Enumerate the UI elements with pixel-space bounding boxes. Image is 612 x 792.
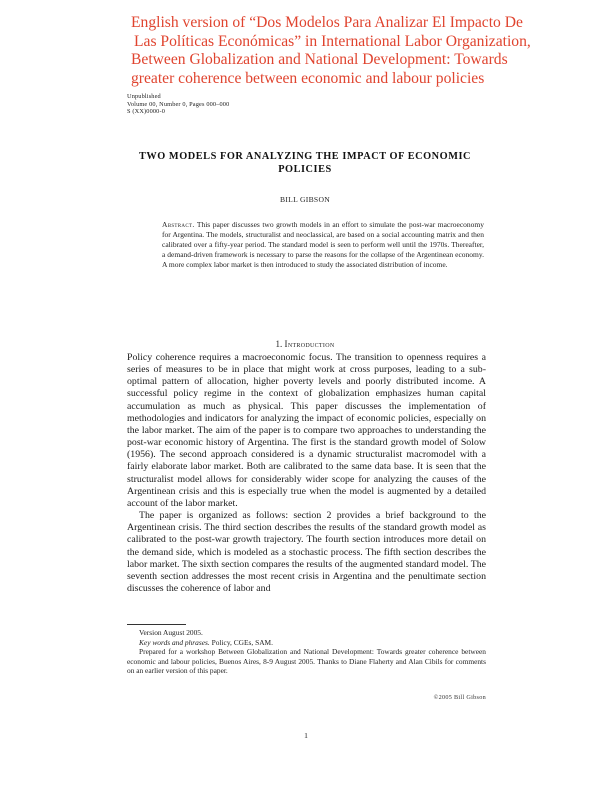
abstract-text: This paper discusses two growth models in an effort to simulate the post-war macroeconomy for Argentina. The models, structuralist and neoclassical, are based on a social accounting matrix and then calibrated over a fifty-year period. The standard model is seen to perform well until the 1970s. Thereafter, a demand-driven framework is necessary to parse the reasons for the collapse of the Argentinean economy. A more complex labor market is then introduced to study the associated distribution of income. <box>162 220 484 270</box>
paragraph: The paper is organized as follows: section 2 provides a brief background to the Argentinean crisis. The third section describes the results of the standard growth model as calibrated to the post-war growth trajectory. The fourth section introduces more detail on the demand side, which is modeled as a stochastic process. The fifth section describes the labor market. The sixth section compares the results of the augmented standard model. The seventh section addresses the most recent crisis in Argentina and the penultimate section discusses the coherence of labor and <box>127 510 486 594</box>
abstract-label: Abstract. <box>162 220 195 229</box>
issn-info: S (XX)0000-0 <box>127 108 166 115</box>
translation-note-stamp <box>131 14 531 88</box>
keywords-value: Policy, CGEs, SAM. <box>211 637 273 647</box>
publication-status: Unpublished <box>127 93 161 100</box>
abstract <box>162 220 484 270</box>
footnote-divider <box>127 624 186 625</box>
footnote-version: Version August 2005. <box>139 628 203 637</box>
volume-info: Volume 00, Number 0, Pages 000–000 <box>127 100 230 108</box>
stamp-line: Las Políticas Económicas” in International Labor Organization, <box>134 32 531 50</box>
footnote-keywords <box>127 638 486 648</box>
stamp-line: greater coherence between economic and labour policies <box>131 69 485 87</box>
section-title: Introduction <box>284 339 335 349</box>
footnote-acknowledgement: Prepared for a workshop Between Globalization and National Development: Towards greater coherence between economic and labour policies, Buenos Aires, 8-9 August 2005. Thanks to Diane Flaherty and Alan Cibils for comments on an earlier version of this paper. <box>127 647 486 676</box>
title-line: POLICIES <box>278 164 332 176</box>
journal-info <box>127 93 229 116</box>
body-text <box>127 352 486 595</box>
author-name: BILL GIBSON <box>279 195 331 204</box>
keywords-label: Key words and phrases. <box>139 637 210 647</box>
stamp-line: English version of “Dos Modelos Para Analizar El Impacto De <box>131 14 523 31</box>
stamp-line: Between Globalization and National Development: Towards <box>131 51 508 69</box>
title-line: TWO MODELS FOR ANALYZING THE IMPACT OF ECONOMIC <box>138 151 472 162</box>
copyright-notice: ©2005 Bill Gibson <box>433 694 486 701</box>
footnotes <box>127 628 486 676</box>
paper-title <box>110 150 500 177</box>
section-heading <box>110 339 500 349</box>
section-number: 1. <box>275 339 283 349</box>
paragraph: Policy coherence requires a macroeconomic focus. The transition to openness requires a series of measures to be in place that might work at cross purposes, leading to a sub-optimal pattern of allocation, higher poverty levels and poorly distributed income. A successful policy regime in the context of globalization emphasizes human capital accumulation as much as physical. This paper discusses the implementation of methodologies and indicators for analyzing the impact of economic policies, especially on the labor market. The aim of the paper is to compare two approaches to understanding the post-war economic history of Argentina. The first is the standard growth model of Solow (1956). The second approach considered is a dynamic structuralist macromodel with a fairly elaborate labor market. Both are calibrated to the same data base. It is seen that the structuralist model allows for considerably wider scope for analyzing the causes of the Argentinean crisis and this is especially true when the model is augmented by a detailed account of the labor market. <box>127 352 486 509</box>
page-number: 1 <box>304 731 308 740</box>
